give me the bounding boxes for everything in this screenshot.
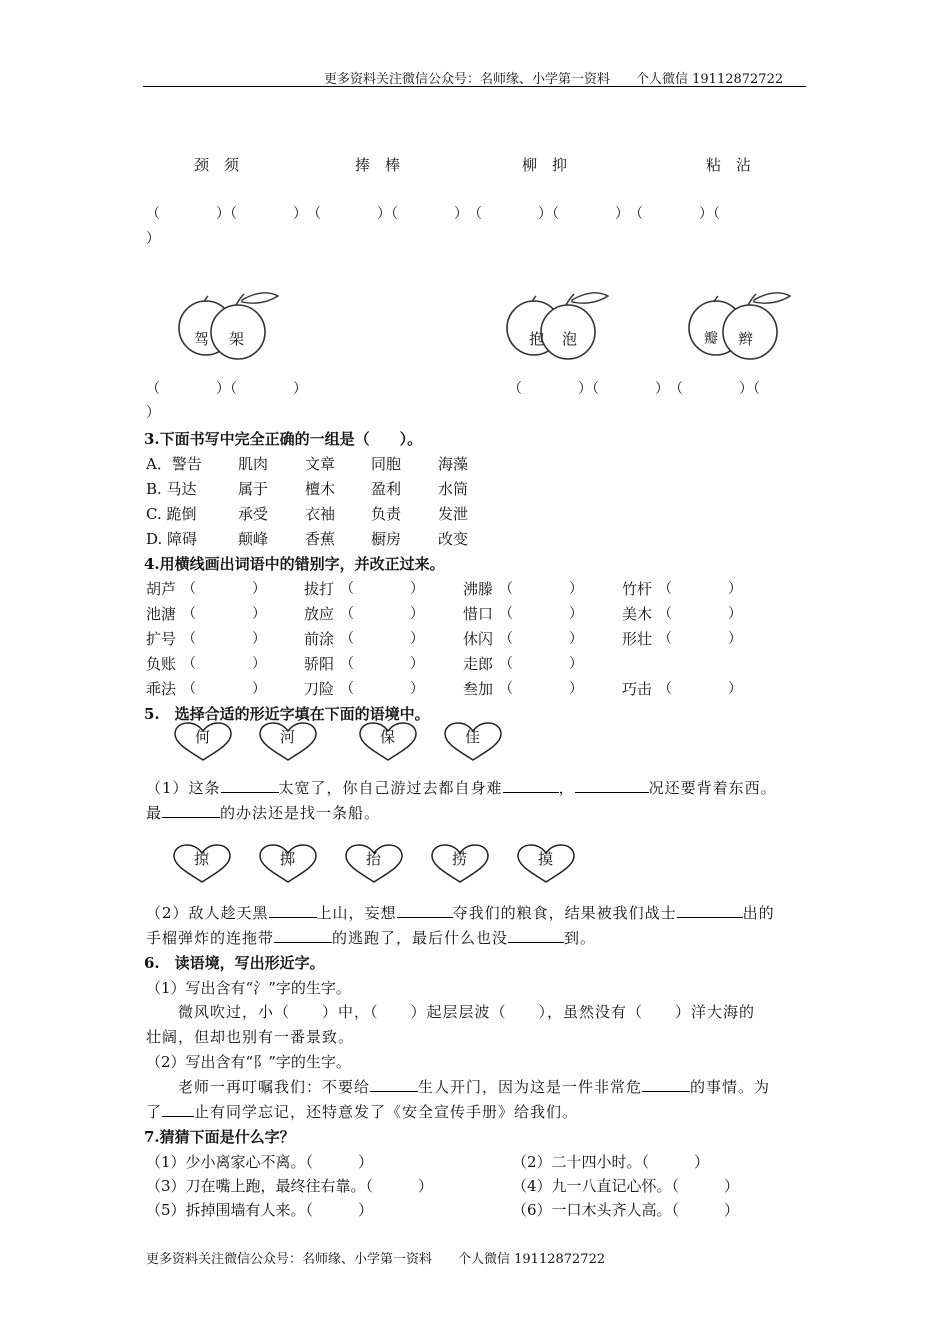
q3-word: 发泄 [438, 505, 469, 523]
answer-parens: （ ）（ ） （ ）（ ） （ ）（ ） （ ）（ [146, 206, 720, 222]
riddle-item: （4）九一八直记心怀。（ ） [512, 1177, 740, 1195]
q3-word: 盈利 [371, 480, 402, 498]
q4-answer-parens: （ ） [340, 681, 424, 697]
q6-text-1-cont: 壮阔，但却也别有一番景致。 [146, 1028, 355, 1046]
riddle-item: （1）少小离家心不离。（ ） [146, 1153, 374, 1171]
heart-char: 掠 [194, 850, 210, 868]
q3-word: 橱房 [371, 530, 402, 548]
q3-option-d: D. 障碍 [146, 530, 198, 548]
page-footer: 更多资料关注微信公众号：名师缘、小学第一资料 个人微信 19112872722 [146, 1252, 606, 1267]
apple-pair-icon [178, 290, 288, 360]
q4-answer-parens: （ ） [182, 631, 266, 647]
q6-text-1: 微风吹过，小（ ）中，（ ）起层层波（ ），虽然没有（ ）洋大海的 [178, 1003, 756, 1021]
q4-word: 竹杆 [622, 580, 653, 598]
q3-word: 文章 [305, 455, 336, 473]
q6-text-2: 老师一再叮嘱我们：不要给 生人开门，因为这是一件非常危 的事情。为 [178, 1078, 771, 1096]
q4-answer-parens: （ ） [340, 631, 424, 647]
q4-answer-parens: （ ） [658, 631, 742, 647]
q3-word: 负责 [371, 505, 402, 523]
apple-pair-icon [688, 290, 798, 360]
q4-answer-parens: （ ） [499, 656, 583, 672]
answer-parens-tail: ） [146, 231, 160, 247]
riddle-item: （3）刀在嘴上跑，最终往右靠。（ ） [146, 1177, 434, 1195]
q3-word: 改变 [438, 530, 469, 548]
q4-answer-parens: （ ） [499, 681, 583, 697]
fruit-char: 泡 [562, 330, 578, 348]
q3-word: 水筒 [438, 480, 469, 498]
q4-answer-parens: （ ） [340, 656, 424, 672]
q4-word: 乖法 [146, 680, 177, 698]
header-rule [143, 86, 806, 87]
q4-answer-parens: （ ） [499, 606, 583, 622]
q6-title: 6. 读语境，写出形近字。 [144, 954, 325, 972]
q4-answer-parens: （ ） [182, 656, 266, 672]
q4-word: 休闪 [463, 630, 494, 648]
q3-word: 海藻 [438, 455, 469, 473]
heart-char: 摸 [538, 850, 554, 868]
apple-pair-icon [506, 290, 616, 360]
q5-sentence-2: （2）敌人趁天黑 上山，妄想 夺我们的粮食，结果被我们战士 出的 [146, 904, 775, 922]
q3-option-c: C. 跪倒 [146, 505, 197, 523]
q6-part-2: （2）写出含有“阝”字的生字。 [146, 1053, 351, 1071]
heart-char: 何 [195, 728, 211, 746]
q5-title: 5. 选择合适的形近字填在下面的语境中。 [144, 705, 430, 723]
heart-char: 佳 [465, 728, 481, 746]
riddle-item: （6）一口木头齐人高。（ ） [512, 1201, 740, 1219]
q5-sentence-1-cont: 最 的办法还是找一条船。 [146, 804, 381, 822]
q3-option-b: B. 马达 [146, 480, 197, 498]
q6-text-2-cont: 了 止有同学忘记，还特意发了《安全宣传手册》给我们。 [146, 1103, 579, 1121]
q4-word: 美木 [622, 605, 653, 623]
q4-answer-parens: （ ） [182, 681, 266, 697]
heart-char: 抬 [366, 850, 382, 868]
q4-answer-parens: （ ） [658, 681, 742, 697]
q4-title: 4.用横线画出词语中的错别字，并改正过来。 [144, 555, 445, 573]
q4-answer-parens: （ ） [658, 606, 742, 622]
q4-answer-parens: （ ） [658, 581, 742, 597]
riddle-item: （5）拆掉围墙有人来。（ ） [146, 1201, 374, 1219]
heart-char: 捞 [452, 850, 468, 868]
q4-answer-parens: （ ） [499, 581, 583, 597]
page-header: 更多资料关注微信公众号：名师缘、小学第一资料 个人微信 19112872722 [324, 72, 784, 87]
q4-word: 骄阳 [304, 655, 335, 673]
q5-sentence-2-cont: 手榴弹炸的连拖带 的逃跑了，最后什么也没 到。 [146, 929, 597, 947]
heart-char: 掷 [280, 850, 296, 868]
fruit-char: 瓣 [704, 331, 718, 347]
fruit-char: 抱 [529, 330, 545, 348]
q7-title: 7.猜猜下面是什么字？ [144, 1128, 295, 1146]
q3-title: 3.下面书写中完全正确的一组是（ ）。 [144, 430, 423, 448]
q4-answer-parens: （ ） [182, 581, 266, 597]
q4-word: 前涂 [304, 630, 335, 648]
q3-word: 属于 [238, 480, 269, 498]
q4-answer-parens: （ ） [340, 581, 424, 597]
q4-word: 放应 [304, 605, 335, 623]
q4-word: 走郎 [463, 655, 494, 673]
char-pair: 柳 抑 [522, 156, 568, 174]
q4-word: 拔打 [304, 580, 335, 598]
q3-option-a: A．警告 [146, 455, 202, 473]
fruit-char: 辫 [738, 330, 754, 348]
char-pair: 颈 须 [194, 156, 240, 174]
q5-sentence-1: （1）这条 太宽了，你自己游过去都自身难 ， 况还要背着东西。 [146, 779, 777, 797]
q3-word: 颠峰 [238, 530, 269, 548]
q3-word: 肌肉 [238, 455, 269, 473]
q4-answer-parens: （ ） [340, 606, 424, 622]
q4-word: 池溏 [146, 605, 177, 623]
q3-word: 承受 [238, 505, 269, 523]
q3-word: 香蕉 [305, 530, 336, 548]
q4-word: 巧击 [622, 680, 653, 698]
answer-parens: （ ）（ ） [146, 381, 307, 397]
riddle-item: （2）二十四小时。（ ） [512, 1153, 710, 1171]
q4-answer-parens: （ ） [499, 631, 583, 647]
q6-part-1: （1）写出含有“氵”字的生字。 [146, 979, 351, 997]
q4-word: 叁加 [463, 680, 494, 698]
char-pair: 捧 棒 [355, 156, 401, 174]
q3-word: 同胞 [371, 455, 402, 473]
q3-word: 檀木 [305, 480, 336, 498]
q4-word: 惜口 [463, 605, 494, 623]
answer-parens-tail: ） [146, 405, 160, 421]
q4-word: 沸滕 [463, 580, 494, 598]
char-pair: 粘 沾 [706, 156, 752, 174]
heart-char: 保 [380, 728, 396, 746]
q4-word: 扩号 [146, 630, 177, 648]
q4-answer-parens: （ ） [182, 606, 266, 622]
fruit-char: 架 [229, 330, 245, 348]
answer-parens: （ ）（ ） （ ）（ [508, 381, 760, 397]
q4-word: 形壮 [622, 630, 653, 648]
q4-word: 负账 [146, 655, 177, 673]
q3-word: 衣袖 [305, 505, 336, 523]
fruit-char: 驾 [194, 330, 210, 348]
heart-char: 河 [280, 728, 296, 746]
q4-word: 胡芦 [146, 580, 177, 598]
q4-word: 刀险 [304, 680, 335, 698]
